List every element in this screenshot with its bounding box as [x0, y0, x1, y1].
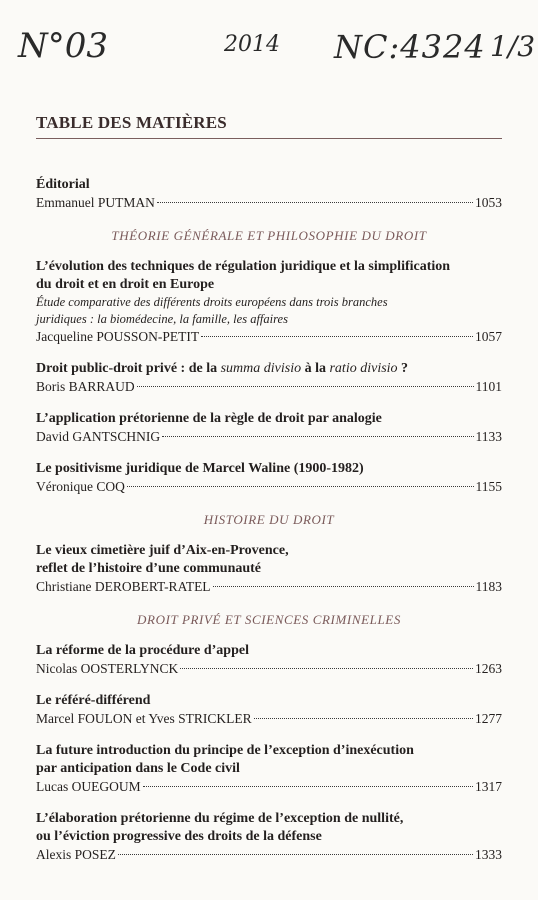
- handwritten-annotations: [16, 26, 536, 76]
- section-heading: THÉORIE GÉNÉRALE ET PHILOSOPHIE DU DROIT: [111, 228, 427, 243]
- entry-title: La réforme de la procédure d’appel: [36, 643, 249, 658]
- toc-entry: [36, 410, 502, 446]
- entry-page: 1333: [475, 847, 502, 862]
- entry-line: [36, 846, 502, 864]
- toc-entry-editorial: [36, 176, 502, 212]
- entry-page: 1183: [475, 579, 502, 594]
- toc-entry: [36, 692, 502, 728]
- entry-author: Marcel FOULON et Yves STRICKLER: [36, 711, 252, 726]
- entry-author: Véronique COQ: [36, 479, 125, 494]
- leader-dots: [127, 486, 474, 487]
- entry-title-line: ou l’éviction progressive des droits de la défense: [36, 829, 322, 844]
- entry-author: Boris BARRAUD: [36, 379, 135, 394]
- title-part: à la: [301, 361, 330, 376]
- toc-entry: [36, 258, 502, 346]
- toc-entry: [36, 810, 502, 864]
- entry-title-line: reflet de l’histoire d’une communauté: [36, 561, 262, 576]
- page-title: TABLE DES MATIÈRES: [36, 113, 502, 139]
- handwritten-number: N°03: [18, 26, 109, 66]
- section-heading: DROIT PRIVÉ ET SCIENCES CRIMINELLES: [137, 612, 401, 627]
- title-part: ?: [397, 361, 409, 376]
- leader-dots: [118, 854, 473, 855]
- entry-page: 1053: [475, 195, 502, 210]
- handwritten-year: 2014: [224, 32, 280, 57]
- entry-author: Christiane DEROBERT-RATEL: [36, 579, 211, 594]
- entry-title: [36, 360, 502, 378]
- entry-title-line: L’évolution des techniques de régulation juridique et la simplification: [36, 259, 451, 274]
- entry-subtitle-line: juridiques : la biomédecine, la famille, les affaires: [36, 312, 288, 326]
- entry-page: 1133: [475, 429, 502, 444]
- entry-line: [36, 478, 502, 496]
- leader-dots: [213, 586, 474, 587]
- toc-entry: [36, 542, 502, 596]
- entry-author: David GANTSCHNIG: [36, 429, 161, 444]
- entry-page: 1101: [475, 379, 502, 394]
- entry-line: [36, 778, 502, 796]
- toc-entry: [36, 642, 502, 678]
- entry-author: Lucas OUEGOUM: [36, 779, 141, 794]
- entry-title: Éditorial: [36, 177, 90, 192]
- entry-page: 1277: [475, 711, 502, 726]
- leader-dots: [254, 718, 473, 719]
- title-part: Droit public-droit privé : de la: [36, 361, 221, 376]
- entry-author: Jacqueline POUSSON-PETIT: [36, 329, 200, 344]
- leader-dots: [143, 786, 473, 787]
- entry-author: Alexis POSEZ: [36, 847, 116, 862]
- entry-title: Le référé-différend: [36, 693, 151, 708]
- handwritten-code: NC:4324: [334, 28, 486, 66]
- entry-line: [36, 328, 502, 346]
- leader-dots: [137, 386, 474, 387]
- entry-subtitle-line: Étude comparative des différents droits européens dans trois branches: [36, 295, 388, 309]
- entry-title: Le positivisme juridique de Marcel Waline (1900-1982): [36, 461, 364, 476]
- entry-line: [36, 660, 502, 678]
- title-italic: ratio divisio: [329, 361, 398, 376]
- section-heading: HISTOIRE DU DROIT: [203, 512, 335, 527]
- entry-page: 1057: [475, 329, 502, 344]
- entry-line: [36, 378, 502, 396]
- entry-title-line: L’élaboration prétorienne du régime de l’exception de nullité,: [36, 811, 404, 826]
- entry-line: [36, 428, 502, 446]
- entry-line: [36, 710, 502, 728]
- entry-title-line: Le vieux cimetière juif d’Aix-en-Provence,: [36, 543, 289, 558]
- entry-title: L’application prétorienne de la règle de droit par analogie: [36, 411, 382, 426]
- entry-title-line: du droit et en droit en Europe: [36, 277, 215, 292]
- entry-line: [36, 194, 502, 212]
- toc-entry: [36, 360, 502, 396]
- entry-author: Emmanuel PUTMAN: [36, 195, 155, 210]
- toc-content: [36, 176, 502, 878]
- entry-page: 1263: [475, 661, 502, 676]
- entry-title-line: La future introduction du principe de l’exception d’inexécution: [36, 743, 414, 758]
- entry-author: Nicolas OOSTERLYNCK: [36, 661, 179, 676]
- toc-entry: [36, 742, 502, 796]
- leader-dots: [180, 668, 473, 669]
- entry-line: [36, 578, 502, 596]
- handwritten-fraction: 1/3: [490, 30, 536, 63]
- leader-dots: [162, 436, 473, 437]
- entry-title-line: par anticipation dans le Code civil: [36, 761, 240, 776]
- toc-entry: [36, 460, 502, 496]
- leader-dots: [157, 202, 473, 203]
- leader-dots: [201, 336, 473, 337]
- entry-page: 1317: [475, 779, 502, 794]
- title-italic: summa divisio: [220, 361, 302, 376]
- entry-page: 1155: [475, 479, 502, 494]
